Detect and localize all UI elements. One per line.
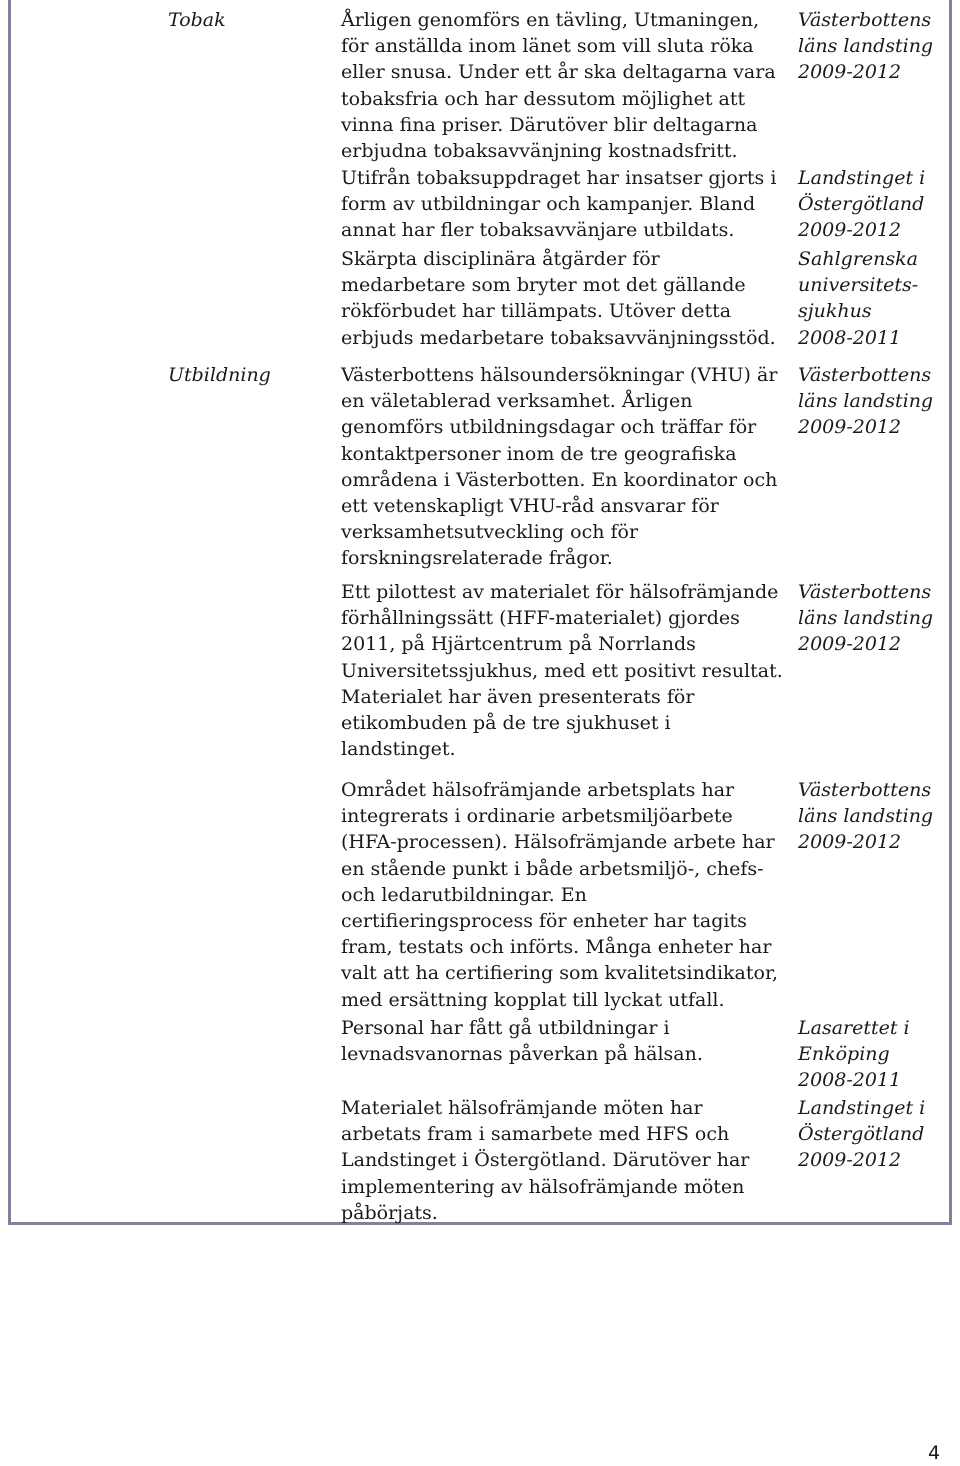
text-line: Enköping [798,1043,890,1066]
text-line: Området hälsofrämjande arbetsplats har [341,779,735,801]
text-line: valt att ha certifiering som kvalitetsindikator, [341,962,778,985]
text-line: certifieringsprocess för enheter har tagits [341,910,747,933]
text-line: genomförs utbildningsdagar och träffar för [341,416,757,439]
text-line: integrerats i ordinarie arbetsmiljöarbete [341,805,733,828]
organization-text [798,246,948,351]
text-line: kontaktpersoner inom de tre geografiska [341,442,737,465]
text-line: 2009-2012 [798,1149,902,1172]
text-line: 2008-2011 [798,1069,902,1092]
organization-text [798,1015,948,1094]
text-line: Landstinget i [798,1097,926,1119]
text-line: och ledarutbildningar. En [341,883,587,906]
category-label: Tobak [168,9,226,31]
text-line: med ersättning kopplat till lyckat utfall. [341,988,725,1011]
text-line: vinna fina priser. Därutöver blir deltagarna [341,113,758,136]
text-line: Landstinget i [798,167,926,189]
text-line: Östergötland [798,193,925,216]
text-line: områdena i Västerbotten. En koordinator och [341,468,778,491]
organization-text [798,1095,948,1174]
text-line: 2011, på Hjärtcentrum på Norrlands [341,633,696,656]
text-line: Materialet hälsofrämjande möten har [341,1097,703,1119]
text-line: implementering av hälsofrämjande möten [341,1175,745,1198]
description-text [341,1015,781,1067]
text-line: 2009-2012 [798,416,902,439]
text-line: en väletablerad verksamhet. Årligen [341,390,693,413]
organization-text [798,7,948,86]
text-line: Universitetssjukhus, med ett positivt resultat. [341,659,783,682]
text-line: läns landsting [798,607,934,630]
description-text [341,777,781,1013]
text-line: Sahlgrenska [798,248,918,270]
text-line: 2009-2012 [798,219,902,242]
category-label: Utbildning [168,364,271,386]
text-line: 2009-2012 [798,61,902,84]
description-text [341,246,781,351]
text-line: sjukhus [798,300,872,323]
text-line: en stående punkt i både arbetsmiljö-, chefs- [341,857,764,880]
text-line: erbjudna tobaksavvänjning kostnadsfritt. [341,140,738,163]
text-line: (HFA-processen). Hälsofrämjande arbete har [341,831,775,854]
organization-text [798,362,948,441]
text-line: ett vetenskapligt VHU-råd ansvarar för [341,495,719,518]
organization-text [798,579,948,658]
text-line: etikombuden på de tre sjukhuset i [341,712,671,735]
text-line: Västerbottens [798,581,932,603]
text-line: Västerbottens [798,9,932,31]
text-line: 2009-2012 [798,633,902,656]
text-line: Västerbottens [798,364,932,386]
text-line: Personal har fått gå utbildningar i [341,1017,670,1039]
text-line: förhållningssätt (HFF-materialet) gjordes [341,607,740,630]
text-line: universitets- [798,274,919,297]
description-text [341,579,781,762]
description-text [341,7,781,164]
text-line: Landstinget i Östergötland. Därutöver har [341,1149,750,1172]
text-line: medarbetare som bryter mot det gällande [341,274,746,297]
text-line: rökförbudet har tillämpats. Utöver detta [341,300,732,323]
description-text [341,1095,781,1226]
text-line: landstinget. [341,738,456,761]
organization-text [798,165,948,244]
text-line: 2009-2012 [798,831,902,854]
text-line: annat har fler tobaksavvänjare utbildats. [341,219,735,242]
text-line: för anställda inom länet som vill sluta röka [341,35,754,58]
text-line: Västerbottens hälsoundersökningar (VHU) är [341,364,778,386]
text-line: Årligen genomförs en tävling, Utmaningen, [341,9,760,31]
description-text [341,165,781,244]
page-number: 4 [928,1442,941,1464]
text-line: verksamhetsutveckling och för [341,521,639,544]
text-line: tobaksfria och har dessutom möjlighet att [341,87,746,110]
text-line: läns landsting [798,35,934,58]
text-line: fram, testats och införts. Många enheter har [341,936,772,959]
text-line: erbjuds medarbetare tobaksavvänjningsstöd. [341,326,776,349]
text-line: läns landsting [798,805,934,828]
text-line: Lasarettet i [798,1017,910,1039]
text-line: form av utbildningar och kampanjer. Bland [341,193,756,216]
text-line: forskningsrelaterade frågor. [341,547,613,570]
text-line: arbetats fram i samarbete med HFS och [341,1123,730,1146]
organization-text [798,777,948,856]
text-line: levnadsvanornas påverkan på hälsan. [341,1043,703,1066]
text-line: Skärpta disciplinära åtgärder för [341,248,660,270]
text-line: påbörjats. [341,1201,438,1224]
description-text [341,362,781,572]
text-line: läns landsting [798,390,934,413]
text-line: Utifrån tobaksuppdraget har insatser gjorts i [341,167,777,189]
text-line: Ett pilottest av materialet för hälsofrämjande [341,581,779,603]
text-line: Östergötland [798,1123,925,1146]
text-line: Materialet har även presenterats för [341,685,695,708]
text-line: eller snusa. Under ett år ska deltagarna vara [341,61,776,84]
text-line: 2008-2011 [798,326,902,349]
text-line: Västerbottens [798,779,932,801]
